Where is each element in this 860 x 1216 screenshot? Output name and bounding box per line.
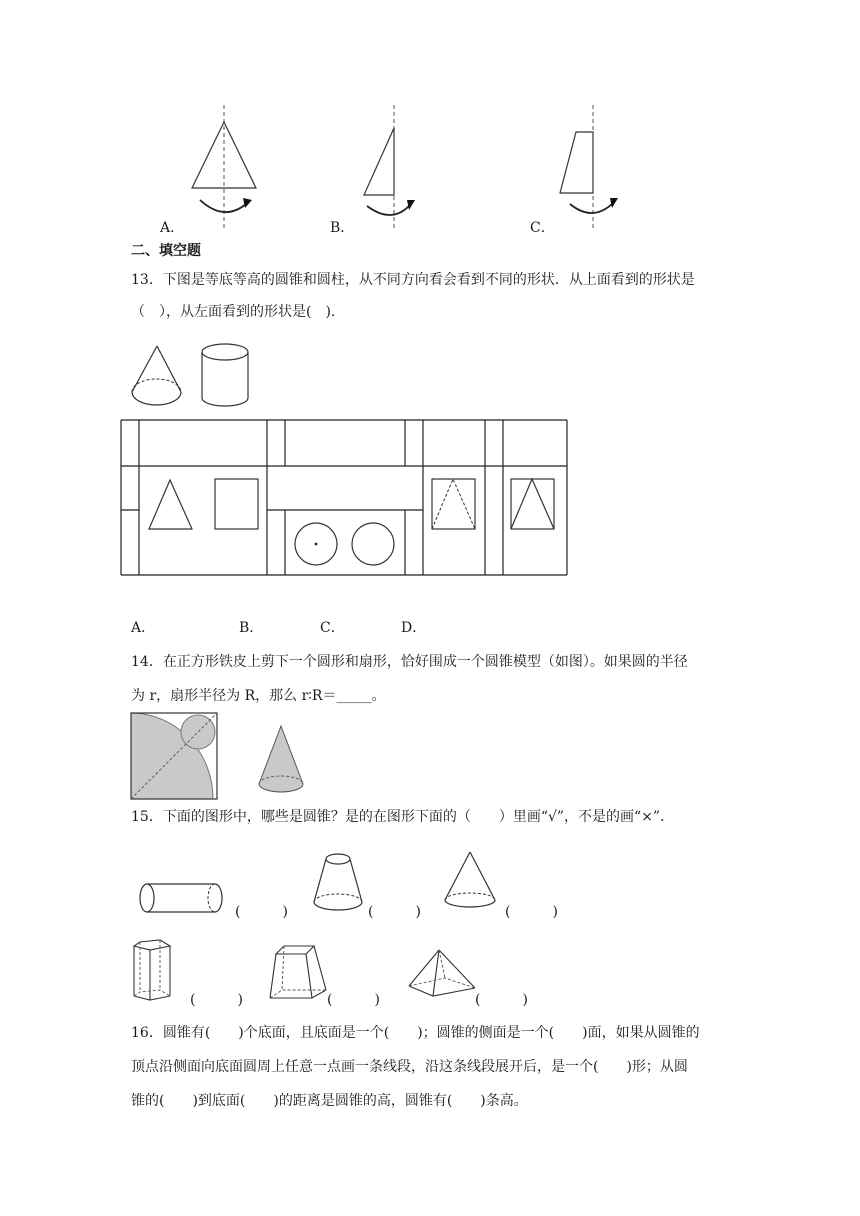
cone-model-figure [255,722,315,797]
answer-blank-4[interactable]: ( ) [190,992,243,1008]
shape-frustum-prism [268,940,330,1006]
section-title: 二、填空题 [131,243,201,259]
q13-text-line1: 13．下图是等底等高的圆锥和圆柱，从不同方向看会看到不同的形状．从上面看到的形状是 [131,272,695,288]
answer-blank-3[interactable]: ( ) [505,904,558,920]
shape-horizontal-cylinder [135,878,230,918]
q13-option-c: C． [320,620,345,636]
q15-text: 15．下面的图形中，哪些是圆锥？是的在图形下面的（ ）里画“√”，不是的画“×”． [131,809,675,825]
rotation-figure-a [180,100,270,235]
rotation-figure-c [550,100,630,235]
option-a-label: A． [160,220,185,236]
q16-text-line3: 锥的( )到底面( )的距离是圆锥的高，圆锥有( )条高。 [131,1093,528,1109]
option-c-label: C． [530,220,555,236]
q13-option-a: A． [131,620,156,636]
answer-blank-2[interactable]: ( ) [368,904,421,920]
q13-text-line2: （ ），从左面看到的形状是( )． [131,304,345,320]
shape-cone [440,848,500,912]
square-sheet-figure [130,712,220,802]
shape-frustum [310,850,370,918]
shape-prism [130,936,180,1006]
answer-blank-1[interactable]: ( ) [235,904,288,920]
cone-and-cylinder-figure [125,340,260,412]
q16-text-line2: 顶点沿侧面向底面圆周上任意一点画一条线段，沿这条线段展开后，是一个( )形；从圆 [131,1059,688,1075]
option-b-label: B． [330,220,355,236]
shape-pyramid [405,946,485,1001]
rotation-figure-b [355,100,425,235]
answer-blank-6[interactable]: ( ) [475,992,528,1008]
q13-options-table [120,419,570,579]
q16-text-line1: 16．圆锥有( )个底面，且底面是一个( )；圆锥的侧面是一个( )面，如果从圆锥的 [131,1025,700,1041]
q13-option-b: B． [239,620,264,636]
q14-text-line1: 14．在正方形铁皮上剪下一个圆形和扇形，恰好围成一个圆锥模型（如图）。如果圆的半径 [131,654,688,670]
q13-option-d: D． [401,620,427,636]
q14-text-line2: 为 r，扇形半径为 R，那么 r∶R＝_____。 [131,688,386,704]
answer-blank-5[interactable]: ( ) [327,992,380,1008]
